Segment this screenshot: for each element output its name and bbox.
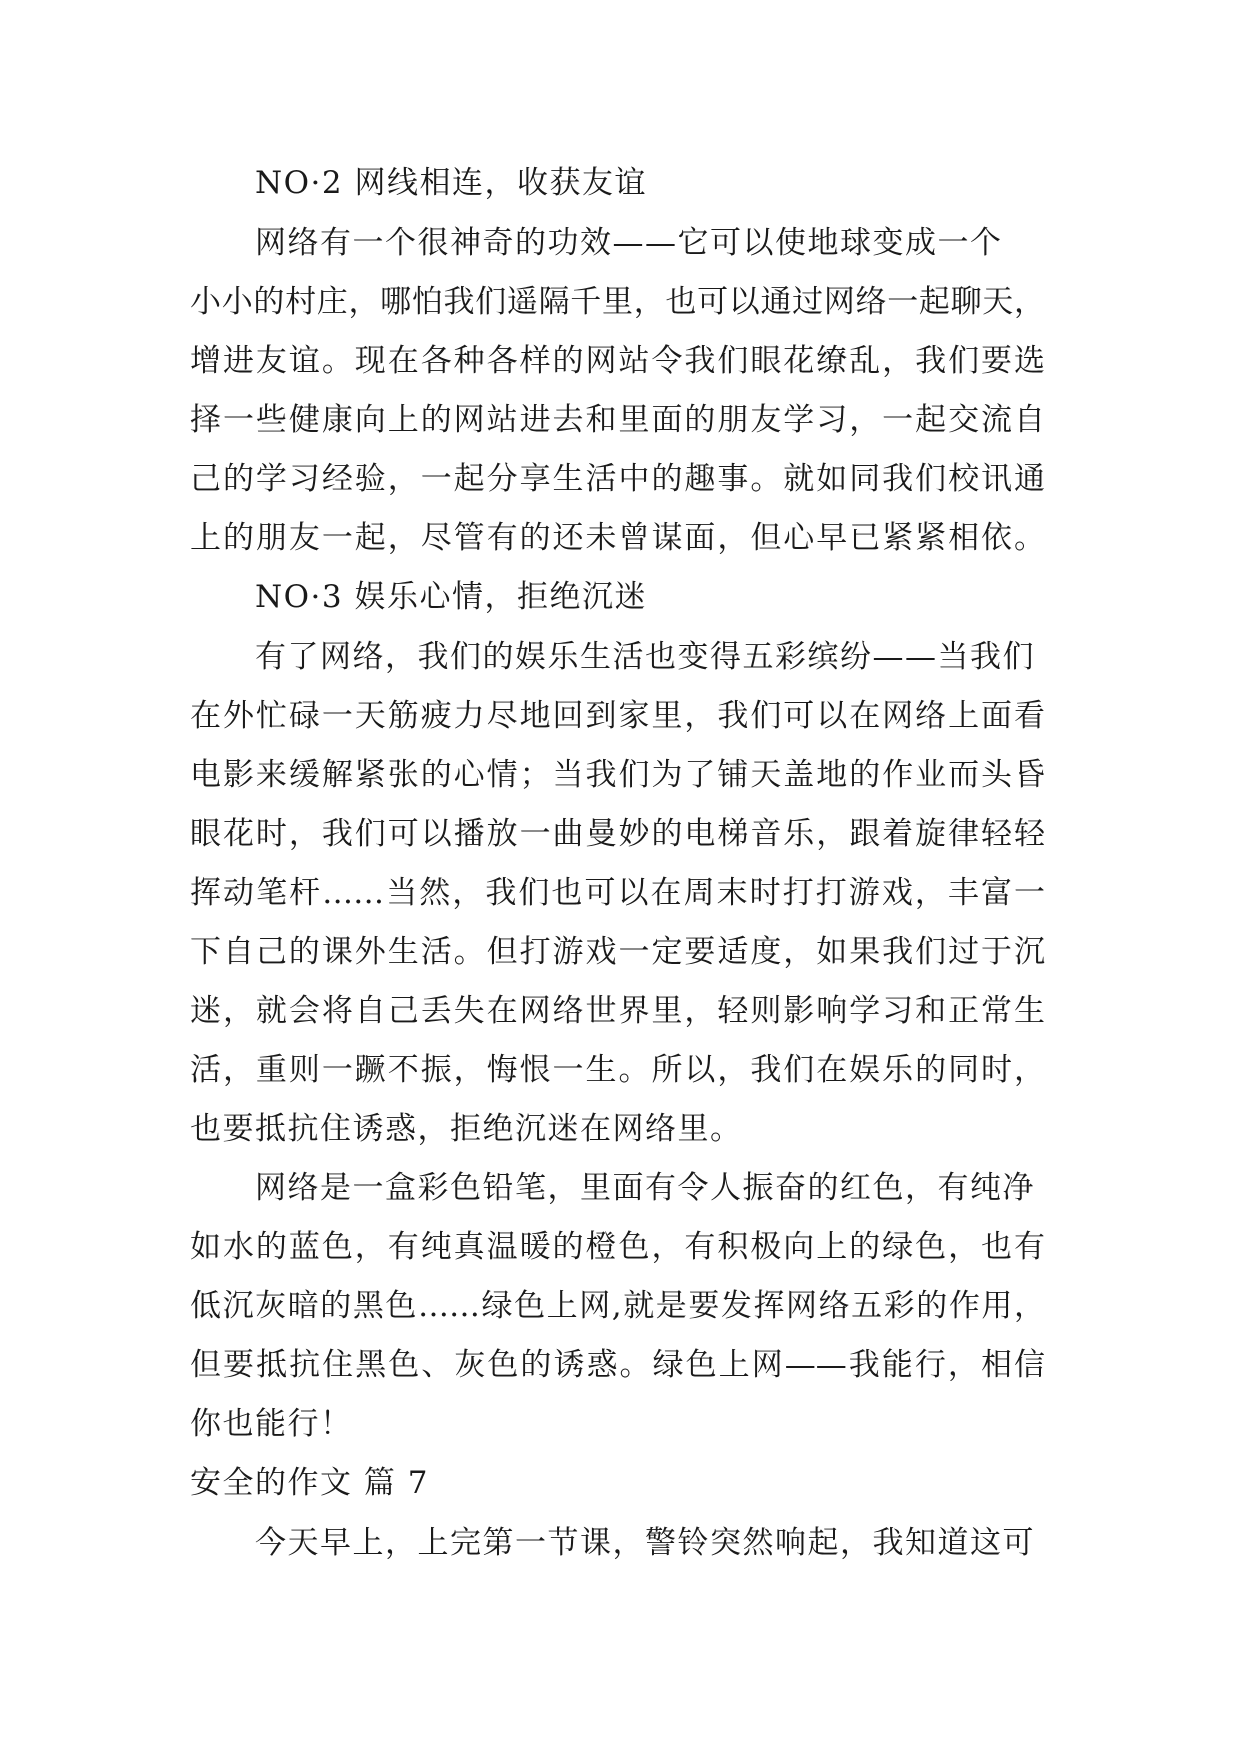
paragraph-line: 电影来缓解紧张的心情；当我们为了铺天盖地的作业而头昏: [190, 757, 1045, 793]
paragraph-line: 有了网络，我们的娱乐生活也变得五彩缤纷——当我们: [255, 639, 1035, 675]
paragraph-line: 如水的蓝色，有纯真温暖的橙色，有积极向上的绿色，也有: [190, 1229, 1045, 1265]
paragraph-line: 小小的村庄，哪怕我们遥隔千里，也可以通过网络一起聊天，: [190, 284, 1045, 320]
paragraph-line: 也要抵抗住诱惑，拒绝沉迷在网络里。: [190, 1111, 743, 1147]
paragraph-line: 己的学习经验，一起分享生活中的趣事。就如同我们校讯通: [190, 461, 1045, 497]
paragraph-line: 低沉灰暗的黑色……绿色上网,就是要发挥网络五彩的作用，: [190, 1288, 1045, 1324]
paragraph-line: 挥动笔杆……当然，我们也可以在周末时打打游戏，丰富一: [190, 875, 1045, 911]
paragraph-line: 增进友谊。现在各种各样的网站令我们眼花缭乱，我们要选: [190, 343, 1045, 379]
paragraph-line: 活，重则一蹶不振，悔恨一生。所以，我们在娱乐的同时，: [190, 1052, 1045, 1088]
paragraph-line: 眼花时，我们可以播放一曲曼妙的电梯音乐，跟着旋律轻轻: [190, 816, 1045, 852]
paragraph-line: 网络是一盒彩色铅笔，里面有令人振奋的红色，有纯净: [255, 1170, 1035, 1206]
paragraph-line: 下自己的课外生活。但打游戏一定要适度，如果我们过于沉: [190, 934, 1045, 970]
paragraph-line: 今天早上，上完第一节课，警铃突然响起，我知道这可: [255, 1525, 1035, 1561]
paragraph-line: 在外忙碌一天筋疲力尽地回到家里，我们可以在网络上面看: [190, 698, 1045, 734]
section-heading-no2: NO·2 网线相连，收获友谊: [255, 165, 647, 201]
section-heading-no3: NO·3 娱乐心情，拒绝沉迷: [255, 579, 647, 615]
paragraph-line: 网络有一个很神奇的功效——它可以使地球变成一个: [255, 225, 1003, 261]
paragraph-line: 择一些健康向上的网站进去和里面的朋友学习，一起交流自: [190, 402, 1045, 438]
paragraph-line: 你也能行！: [190, 1406, 353, 1442]
essay-title: 安全的作文 篇 7: [190, 1465, 429, 1501]
paragraph-line: 上的朋友一起，尽管有的还未曾谋面，但心早已紧紧相依。: [190, 520, 1045, 556]
paragraph-line: 迷，就会将自己丢失在网络世界里，轻则影响学习和正常生: [190, 993, 1045, 1029]
paragraph-line: 但要抵抗住黑色、灰色的诱惑。绿色上网——我能行，相信: [190, 1347, 1045, 1383]
